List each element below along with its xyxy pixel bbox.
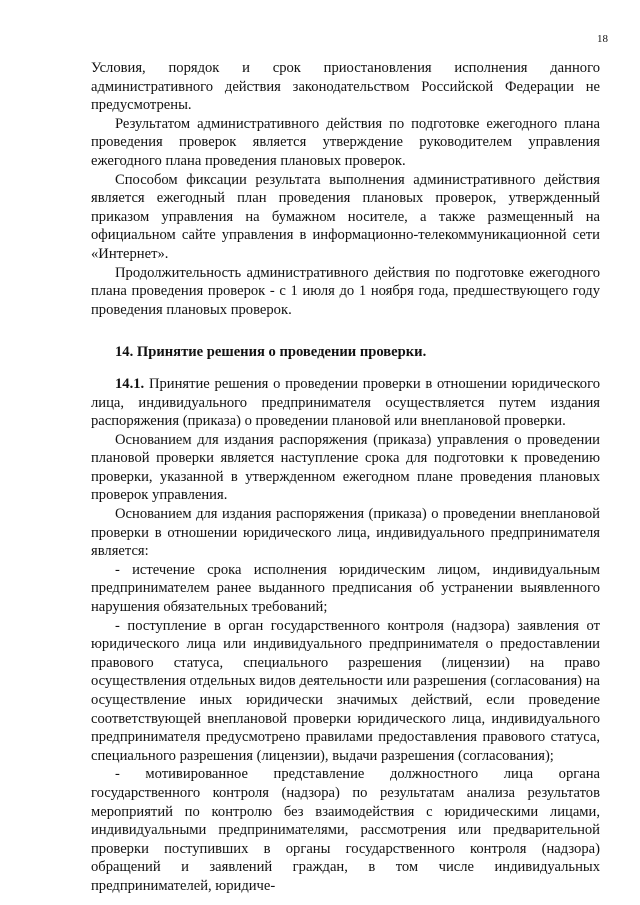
paragraph-fixation-method: Способом фиксации результата выполнения административного действия является ежегодный план проведения плановых проверок, утвержденный приказом управления на бумажном носителе, а также размещенный на официальном сайте управления в информационно-телекоммуникационной сети «Интернет».	[91, 171, 600, 262]
document-body	[91, 59, 600, 896]
paragraph-suspension-conditions: Условия, порядок и срок приостановления исполнения данного административного действия законодательством Российской Федерации не предусмотрены.	[91, 60, 600, 114]
list-item-deadline-expiry: - истечение срока исполнения юридическим лицом, индивидуальным предпринимателем ранее выданного предписания об устранении выявленного нарушения обязательных требований;	[91, 561, 600, 616]
paragraph-result: Результатом административного действия по подготовке ежегодного плана проведения проверок является утверждение руководителем управления ежегодного плана проведения плановых проверок.	[91, 115, 600, 169]
section-paragraph-planned-basis: Основанием для издания распоряжения (приказа) управления о проведении плановой проверки является наступление срока для подготовки к проведению проверки, указанной в утвержденном ежегодном плане проведения плановых проверок управления.	[91, 431, 600, 504]
page-number: 18	[597, 33, 608, 45]
section-paragraph-unplanned-basis: Основанием для издания распоряжения (приказа) о проведении внеплановой проверки в отношении юридического лица, индивидуального предпринимателя является:	[91, 506, 600, 560]
list-item-motivated-representation: - мотивированное представление должностного лица органа государственного контроля (надзора) по результатам анализа результатов мероприятий по контролю без взаимодействия с юридическими лицами, индивидуальными предпринимателями, рассмотрения или предварительной проверки поступивших в органы государственного контроля (надзора) обращений и заявлений граждан, в том числе индивидуальных предпринимателей, юридиче-	[91, 766, 600, 894]
list-item-application-receipt: - поступление в орган государственного контроля (надзора) заявления от юридического лица или индивидуального предпринимателя о предоставлении правового статуса, специального разрешения (лицензии) на право осуществления отдельных видов деятельности или разрешения (согласования) на осуществление иных юридически значимых действий, если проведение соответствующей внеплановой проверки юридического лица, индивидуального предпринимателя предусмотрено правилами предоставления правового статуса, специального разрешения (лицензии), выдачи разрешения (согласования);	[91, 617, 600, 764]
section-paragraph-decision	[91, 375, 600, 431]
subsection-number: 14.1.	[115, 375, 145, 392]
paragraph-duration: Продолжительность административного действия по подготовке ежегодного плана проведения проверок - с 1 июля до 1 ноября года, предшествующего году проведения плановых проверок.	[91, 264, 600, 318]
section-heading: 14. Принятие решения о проведении проверки.	[115, 344, 427, 361]
subsection-text: Принятие решения о проведении проверки в отношении юридического лица, индивидуального предпринимателя осуществляется путем издания распоряжения (приказа) о проведении плановой или внеплановой проверки.	[91, 375, 600, 430]
